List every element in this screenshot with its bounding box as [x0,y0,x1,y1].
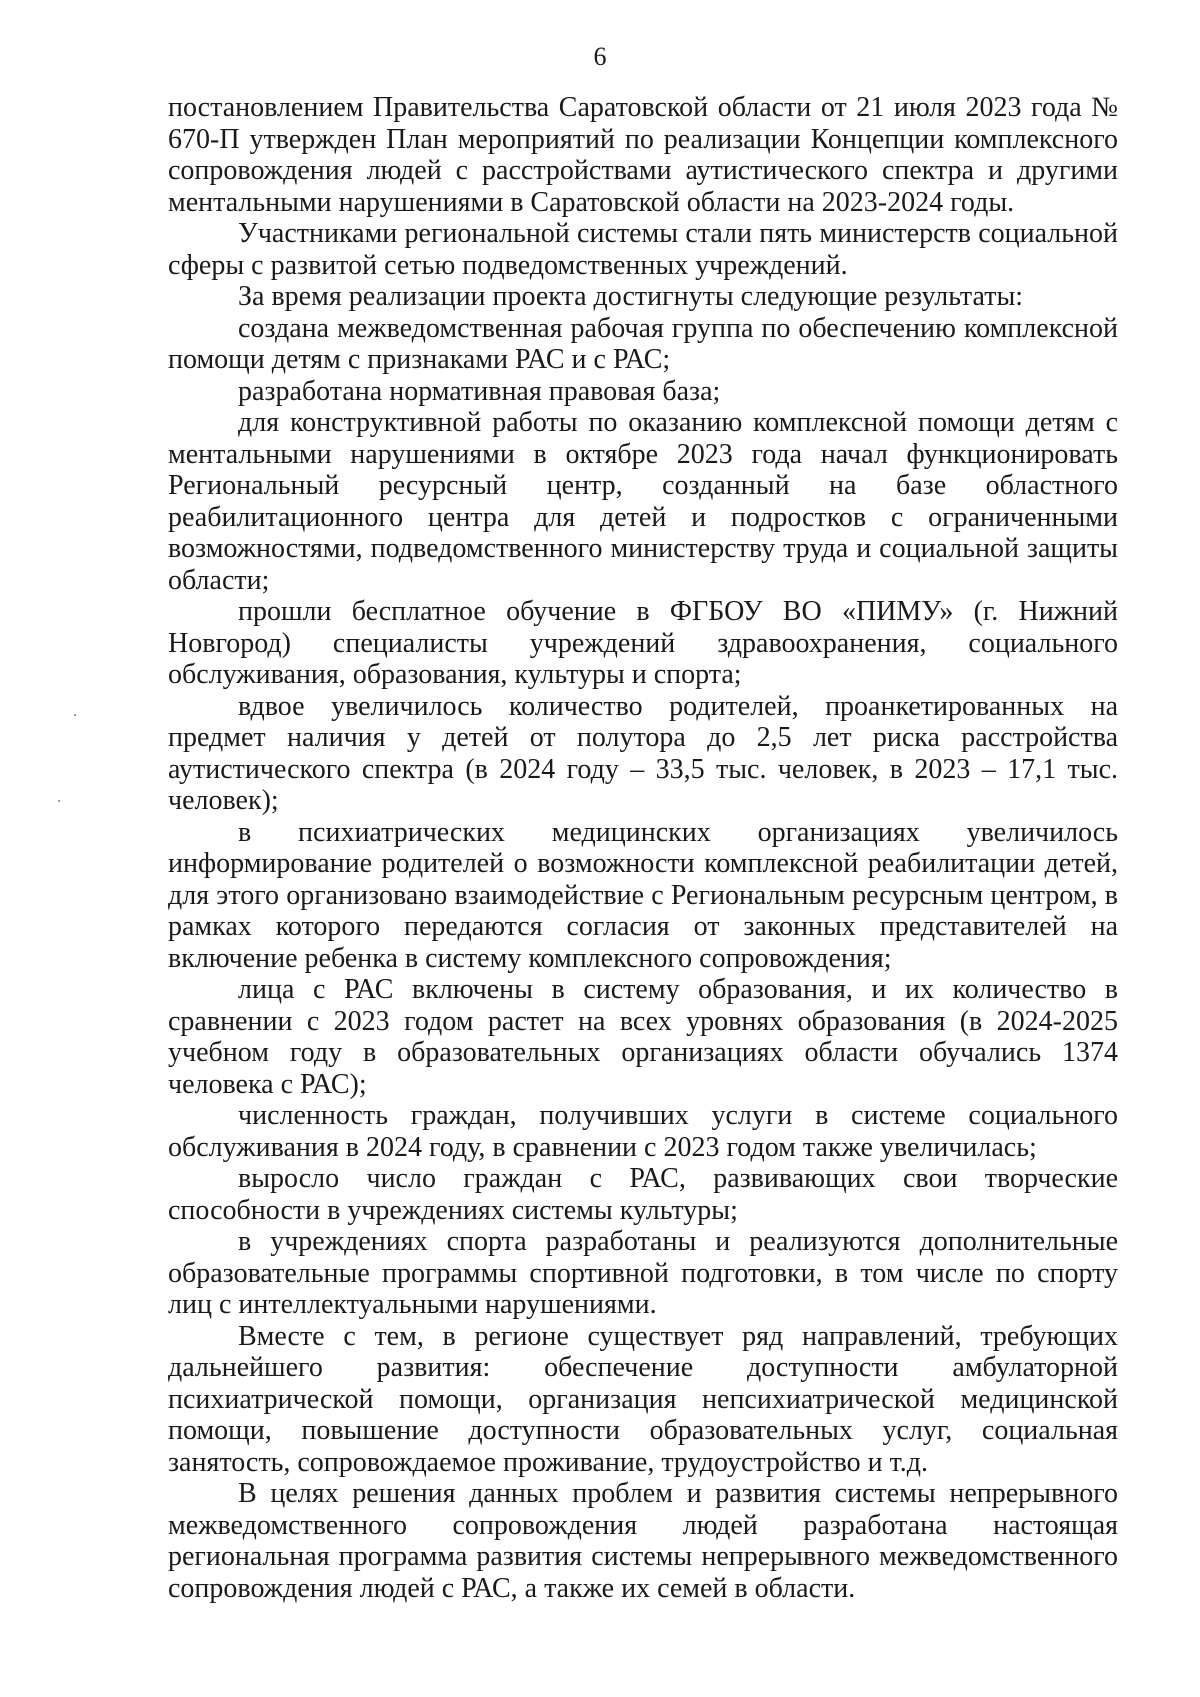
scan-speck [58,800,60,802]
paragraph-development-needs: Вместе с тем, в регионе существует ряд направлений, требующих дальнейшего развития: обеспечение доступности амбулаторной психиатрической помощи, организация непсихиатрической медицинской помощи, повышение доступности образовательных услуг, социальная занятость, сопровождаемое проживание, трудоустройство и т.д. [168,1320,1118,1478]
result-item-education: лица с РАС включены в систему образования, и их количество в сравнении с 2023 годом растет на всех уровнях образования (в 2024-2025 учебном году в образовательных организациях области обучались 1374 человека с РАС); [168,974,1118,1100]
result-item-training: прошли бесплатное обучение в ФГБОУ ВО «ПИМУ» (г. Нижний Новгород) специалисты учреждений здравоохранения, социального обслуживания, образования, культуры и спорта; [168,596,1118,690]
result-item-sport: в учреждениях спорта разработаны и реализуются дополнительные образовательные программы спортивной подготовки, в том числе по спорту лиц с интеллектуальными нарушениями. [168,1226,1118,1320]
paragraph-program-purpose: В целях решения данных проблем и развития системы непрерывного межведомственного сопровождения людей разработана настоящая региональная программа развития системы непрерывного межведомственного сопровождения людей с РАС, а также их семей в области. [168,1478,1118,1604]
result-item-legal-base: разработана нормативная правовая база; [238,375,721,407]
scan-speck [74,714,76,716]
result-item-culture: выросло число граждан с РАС, развивающих свои творческие способности в учреждениях системы культуры; [168,1163,1118,1226]
result-item-resource-center: для конструктивной работы по оказанию комплексной помощи детям с ментальными нарушениями в октябре 2023 года начал функционировать Региональный ресурсный центр, созданный на базе областного реабилитационного центра для детей и подростков с ограниченными возможностями, подведомственного министерству труда и социальной защиты области; [168,407,1118,596]
paragraph-results-intro: За время реализации проекта достигнуты следующие результаты: [238,281,1024,312]
document-body [168,92,1118,1604]
page-number: 6 [593,42,607,71]
result-item-parents-survey: вдвое увеличилось количество родителей, проанкетированных на предмет наличия у детей от полутора до 2,5 лет риска расстройства аутистического спектра (в 2024 году – 33,5 тыс. человек, в 2023 – 17,1 тыс. человек); [168,690,1118,816]
result-item-psychiatric-info: в психиатрических медицинских организациях увеличилось информирование родителей о возможности комплексной реабилитации детей, для этого организовано взаимодействие с Региональным ресурсным центром, в рамках которого передаются согласия от законных представителей на включение ребенка в систему комплексного сопровождения; [168,816,1118,974]
result-item-working-group: создана межведомственная рабочая группа по обеспечению комплексной помощи детям с признаками РАС и с РАС; [168,312,1118,375]
paragraph-continuation: постановлением Правительства Саратовской области от 21 июля 2023 года № 670-П утвержден План мероприятий по реализации Концепции комплексного сопровождения людей с расстройствами аутистического спектра и другими ментальными нарушениями в Саратовской области на 2023-2024 годы. [168,92,1118,218]
result-item-social-services: численность граждан, получивших услуги в системе социального обслуживания в 2024 году, в сравнении с 2023 годом также увеличилась; [168,1100,1118,1163]
paragraph-participants: Участниками региональной системы стали пять министерств социальной сферы с развитой сетью подведомственных учреждений. [168,218,1118,281]
